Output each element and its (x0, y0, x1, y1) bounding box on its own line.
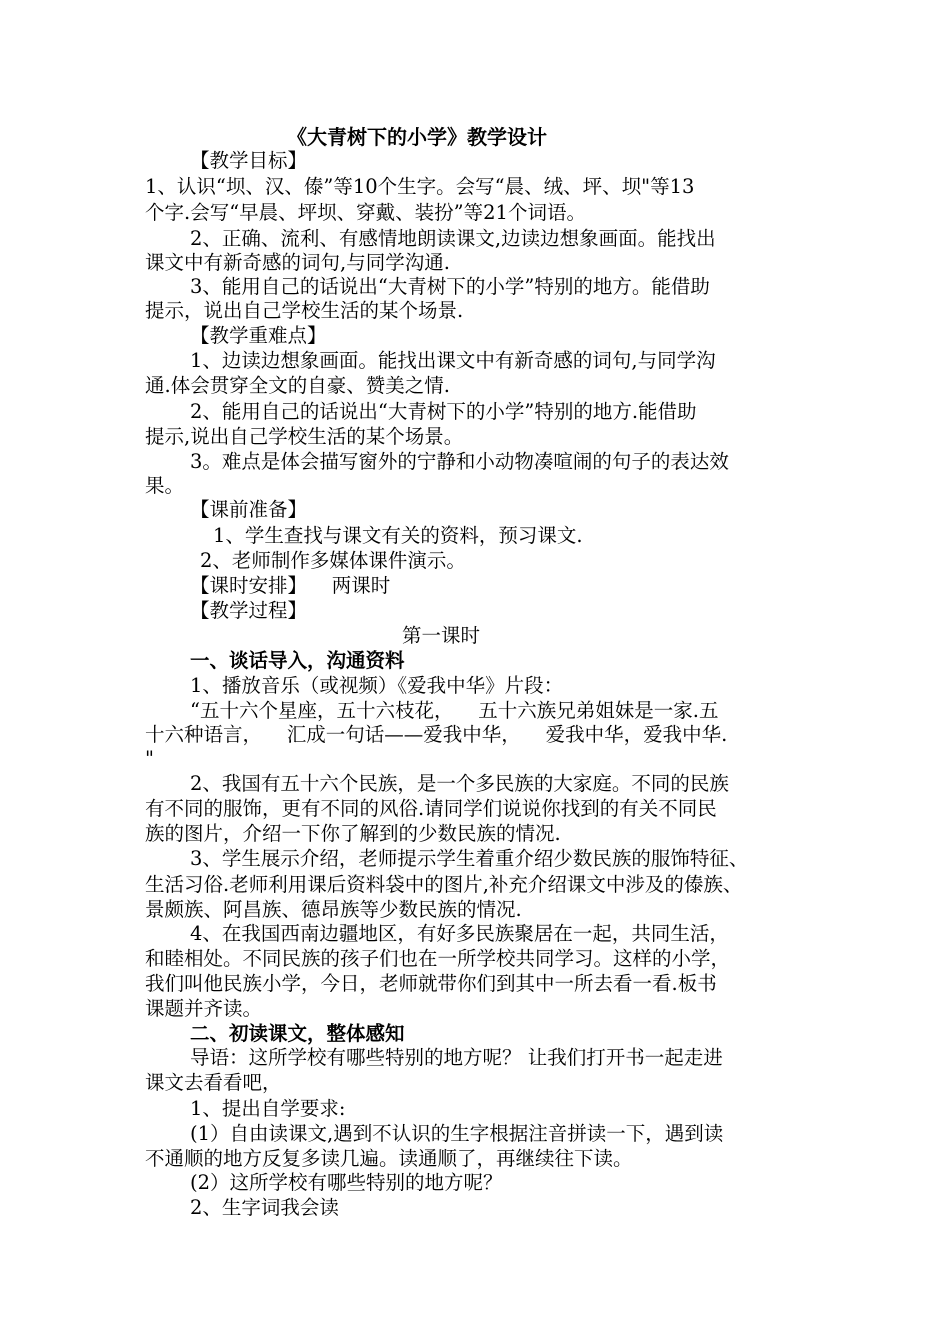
section-heading-objectives: 【教学目标】 (190, 149, 308, 172)
step-heading-intro: 一、谈话导入，沟通资料 (190, 649, 405, 672)
text-line: 1、学生查找与课文有关的资料，预习课文. (213, 524, 583, 547)
text-line: 课题并齐读。 (145, 997, 263, 1020)
text-line: 不通顺的地方反复多读几遍。读通顺了，再继续往下读。 (145, 1147, 633, 1170)
text-line: 1、提出自学要求: (190, 1097, 346, 1120)
text-line: “五十六个星座，五十六枝花， 五十六族兄弟姐妹是一家.五 (190, 699, 719, 722)
text-line: 果。 (145, 474, 185, 497)
text-line: 通.体会贯穿全文的自豪、赞美之情. (145, 374, 450, 397)
section-heading-process: 【教学过程】 (190, 599, 308, 622)
text-line: 十六种语言， 汇成一句话——爱我中华， 爱我中华，爱我中华. (145, 723, 728, 746)
text-line: 4、在我国西南边疆地区，有好多民族聚居在一起，共同生活， (190, 922, 729, 945)
text-line: 2、老师制作多媒体课件演示。 (200, 549, 466, 572)
text-line: 提示，说出自己学校生活的某个场景. (145, 299, 464, 322)
text-line: 3、能用自己的话说出“大青树下的小学”特别的地方。能借助 (190, 275, 710, 298)
text-line: 课文去看看吧， (145, 1071, 282, 1094)
lesson-heading: 第一课时 (402, 624, 481, 647)
text-line: 3。难点是体会描写窗外的宁静和小动物凑喧闹的句子的表达效 (190, 450, 729, 473)
text-line: 生活习俗.老师利用课后资料袋中的图片,补充介绍课文中涉及的傣族、 (145, 873, 743, 896)
step-heading-first-reading: 二、初读课文，整体感知 (190, 1022, 405, 1045)
text-line: (1）自由读课文,遇到不认识的生字根据注音拼读一下，遇到读 (190, 1122, 724, 1145)
text-line: 2、生字词我会读 (190, 1196, 339, 1219)
text-line: 族的图片，介绍一下你了解到的少数民族的情况. (145, 822, 561, 845)
text-line: 提示,说出自己学校生活的某个场景。 (145, 425, 464, 448)
text-line: 3、学生展示介绍，老师提示学生着重介绍少数民族的服饰特征、 (190, 847, 749, 870)
section-heading-preparation: 【课前准备】 (190, 498, 308, 521)
text-line: 个字.会写“早晨、坪坝、穿戴、装扮”等21个词语。 (145, 201, 586, 224)
document-title: 《大青树下的小学》教学设计 (287, 125, 547, 149)
section-heading-schedule: 【课时安排】 两课时 (190, 574, 391, 597)
text-line: 2、能用自己的话说出“大青树下的小学”特别的地方.能借助 (190, 400, 697, 423)
section-heading-key-points: 【教学重难点】 (190, 324, 327, 347)
text-line: " (145, 747, 154, 770)
text-line: 2、正确、流利、有感情地朗读课文,边读边想象画面。能找出 (190, 227, 716, 250)
text-line: 景颇族、阿昌族、德昂族等少数民族的情况. (145, 898, 522, 921)
text-line: 我们叫他民族小学，今日，老师就带你们到其中一所去看一看.板书 (145, 972, 717, 995)
text-line: 1、播放音乐（或视频）《爱我中华》片段： (190, 674, 564, 697)
text-line: 1、认识“坝、汉、傣”等10个生字。会写“晨、绒、坪、坝"等13 (145, 175, 695, 198)
text-line: (2）这所学校有哪些特别的地方呢？ (190, 1171, 503, 1194)
text-line: 和睦相处。不同民族的孩子们也在一所学校共同学习。这样的小学， (145, 947, 731, 970)
text-line: 课文中有新奇感的词句,与同学沟通. (145, 251, 450, 274)
text-line: 导语：这所学校有哪些特别的地方呢？ 让我们打开书一起走进 (190, 1046, 723, 1069)
text-line: 1、边读边想象画面。能找出课文中有新奇感的词句,与同学沟 (190, 349, 716, 372)
text-line: 2、我国有五十六个民族，是一个多民族的大家庭。不同的民族 (190, 772, 729, 795)
text-line: 有不同的服饰，更有不同的风俗.请同学们说说你找到的有关不同民 (145, 797, 717, 820)
